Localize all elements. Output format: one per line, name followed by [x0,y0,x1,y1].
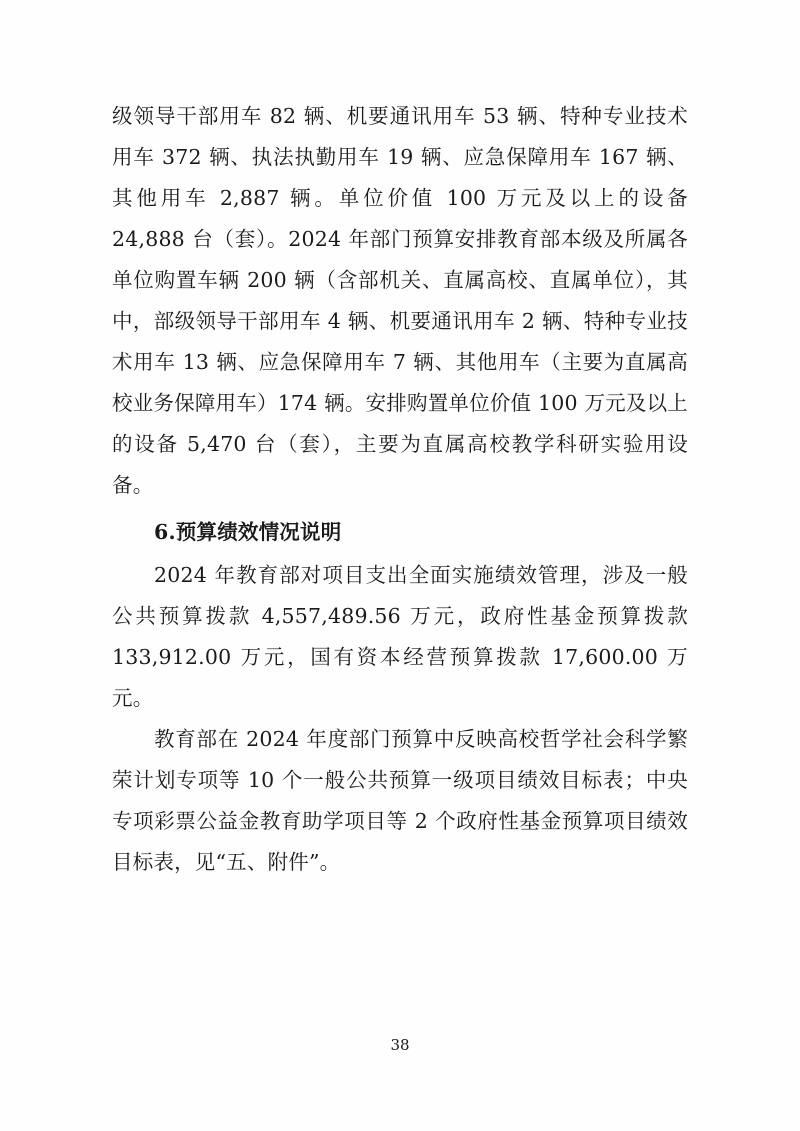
performance-target-paragraph: 教育部在 2024 年度部门预算中反映高校哲学社会科学繁荣计划专项等 10 个一般公共预算一级项目绩效目标表；中央专项彩票公益金教育助学项目等 2 个政府性基金预算项目绩效目标表，见“五、附件”。 [112,727,688,874]
vehicle-equipment-paragraph: 级领导干部用车 82 辆、机要通讯用车 53 辆、特种专业技术用车 372 辆、执法执勤用车 19 辆、应急保障用车 167 辆、其他用车 2,887 辆。单位价值 100 万元及以上的设备 24,888 台（套）。2024 年部门预算安排教育部本级及所属各单位购置车辆 200 辆（含部机关、直属高校、直属单位），其中，部级领导干部用车 4 辆、机要通讯用车 2 辆、特种专业技术用车 13 辆、应急保障用车 7 辆、其他用车（主要为直属高校业务保障用车）174 辆。安排购置单位价值 100 万元及以上的设备 5,470 台（套），主要为直属高校教学科研实验用设备。 [112,104,688,497]
page-content [112,96,688,883]
page-number: 38 [390,1036,410,1054]
performance-budget-paragraph: 2024 年教育部对项目支出全面实施绩效管理，涉及一般公共预算拨款 4,557,489.56 万元，政府性基金预算拨款 133,912.00 万元，国有资本经营预算拨款 17,600.00 万元。 [112,563,688,710]
section-heading-budget-performance: 6.预算绩效情况说明 [154,520,342,544]
